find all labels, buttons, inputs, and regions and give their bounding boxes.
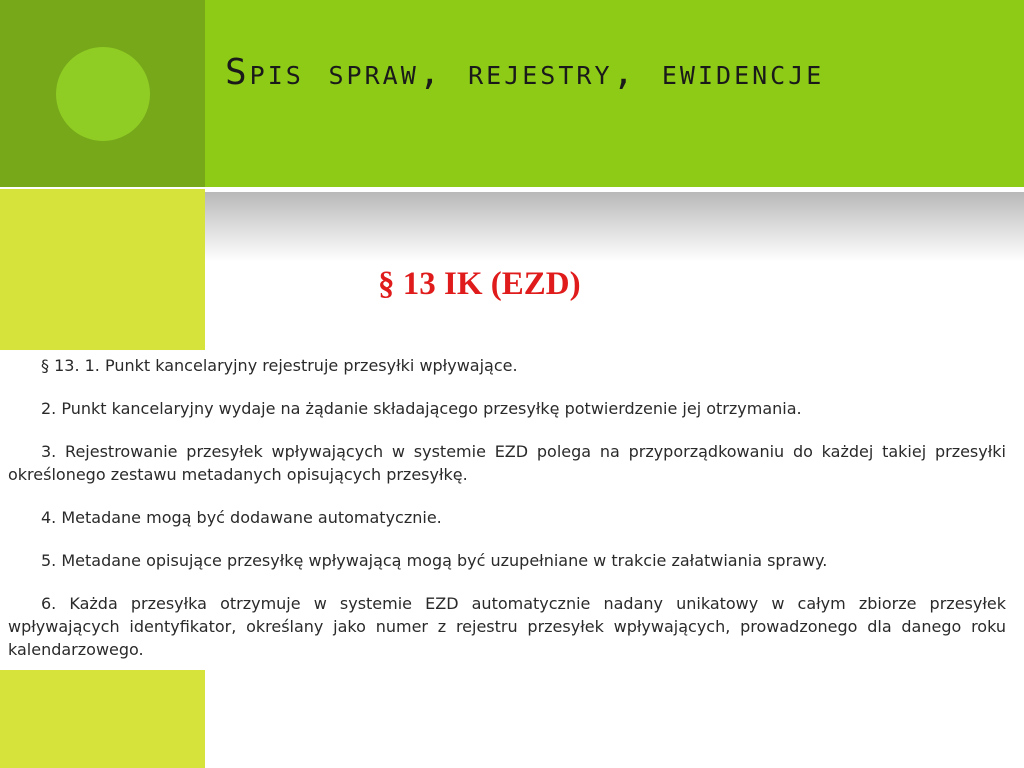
decorative-lime-square xyxy=(0,189,205,350)
decorative-circle xyxy=(56,47,150,141)
decorative-lime-square-bottom xyxy=(0,670,205,768)
paragraph-6: 6. Każda przesyłka otrzymuje w systemie EZD automatycznie nadany unikatowy w całym zbiorze przesyłek wpływających identyfikator, określany jako numer z rejestru przesyłek wpływających, prowadzonego dla danego roku kalendarzowego. xyxy=(8,594,1006,659)
gradient-band xyxy=(205,192,1024,262)
title-bar xyxy=(205,0,1024,187)
paragraph-4: 4. Metadane mogą być dodawane automatycznie. xyxy=(41,508,442,527)
body-text xyxy=(8,354,1006,661)
paragraph-3: 3. Rejestrowanie przesyłek wpływających w systemie EZD polega na przyporządkowaniu do każdej takiej przesyłki określonego zestawu metadanych opisujących przesyłkę. xyxy=(8,442,1006,484)
paragraph-1: § 13. 1. Punkt kancelaryjny rejestruje przesyłki wpływające. xyxy=(41,356,518,375)
paragraph-5: 5. Metadane opisujące przesyłkę wpływającą mogą być uzupełniane w trakcie załatwiania sprawy. xyxy=(41,551,828,570)
section-heading: § 13 IK (EZD) xyxy=(378,266,581,302)
slide-title: Spis spraw, rejestry, ewidencje xyxy=(225,52,825,93)
paragraph-2: 2. Punkt kancelaryjny wydaje na żądanie składającego przesyłkę potwierdzenie jej otrzymania. xyxy=(41,399,802,418)
